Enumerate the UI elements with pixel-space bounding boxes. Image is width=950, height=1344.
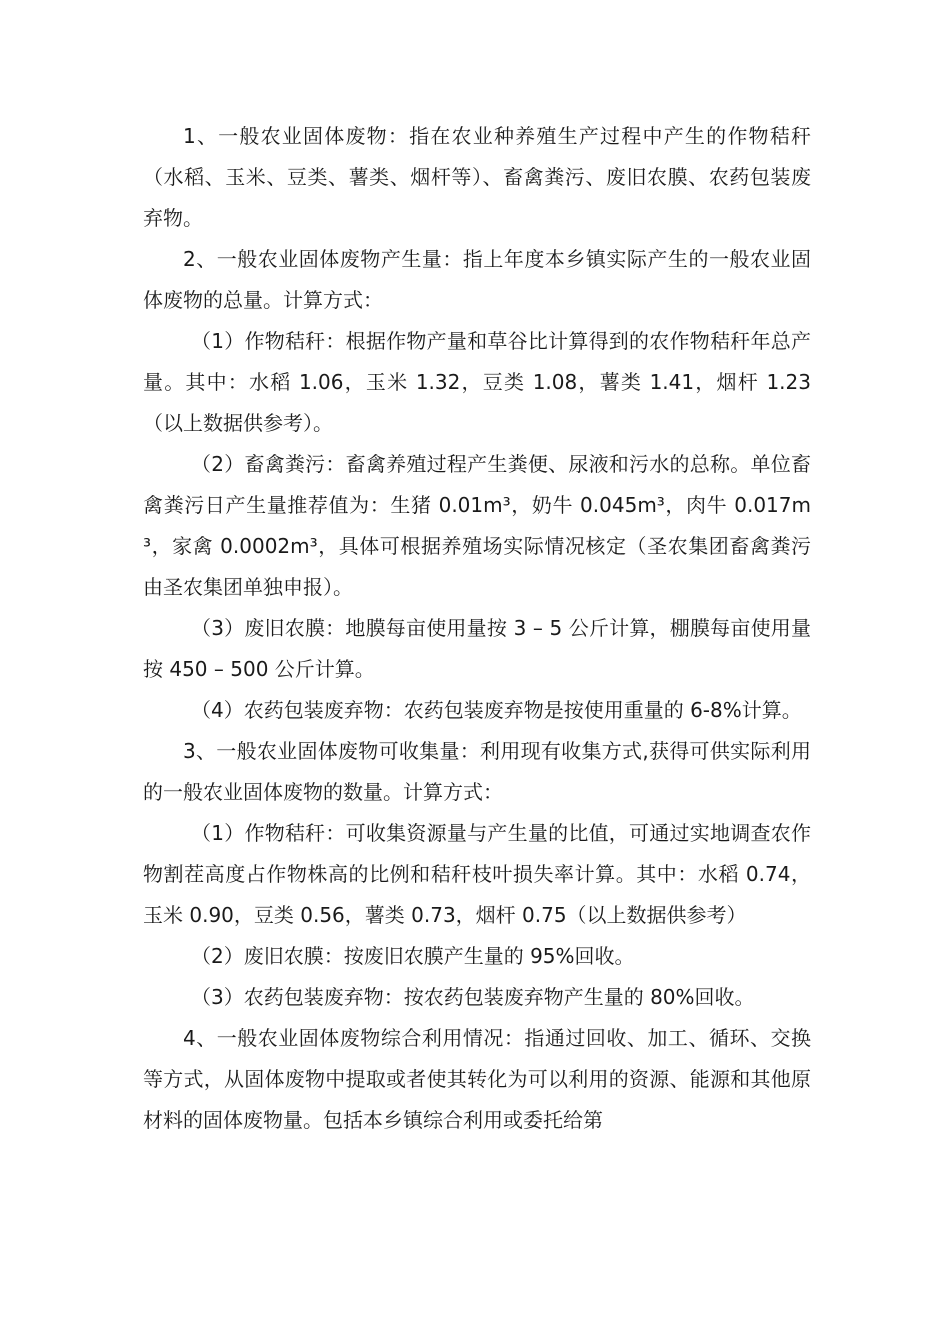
paragraph-collectable-pesticide-packaging: （3）农药包装废弃物：按农药包装废弃物产生量的 80%回收。 bbox=[191, 985, 755, 1009]
paragraph-production-pesticide-packaging: （4）农药包装废弃物：农药包装废弃物是按使用重量的 6-8%计算。 bbox=[191, 698, 802, 722]
document-body bbox=[143, 116, 811, 1141]
paragraph-collectable-film: （2）废旧农膜：按废旧农膜产生量的 95%回收。 bbox=[191, 944, 635, 968]
paragraph-production-film: （3）废旧农膜：地膜每亩使用量按 3 – 5 公斤计算，棚膜每亩使用量按 450 – 500 公斤计算。 bbox=[143, 616, 811, 681]
paragraph-definition-general-waste: 1、一般农业固体废物：指在农业种养殖生产过程中产生的作物秸秆（水稻、玉米、豆类、薯类、烟杆等）、畜禽粪污、废旧农膜、农药包装废弃物。 bbox=[143, 124, 811, 230]
paragraph-collectable-straw: （1）作物秸秆：可收集资源量与产生量的比值，可通过实地调查农作物割茬高度占作物株高的比例和秸秆枝叶损失率计算。其中：水稻 0.74，玉米 0.90，豆类 0.56，薯类 0.73，烟杆 0.75（以上数据供参考） bbox=[143, 821, 811, 927]
paragraph-collectable-amount: 3、一般农业固体废物可收集量：利用现有收集方式,获得可供实际利用的一般农业固体废物的数量。计算方式： bbox=[143, 739, 811, 804]
paragraph-production-manure: （2）畜禽粪污：畜禽养殖过程产生粪便、尿液和污水的总称。单位畜禽粪污日产生量推荐值为：生猪 0.01m³，奶牛 0.045m³，肉牛 0.017m³，家禽 0.0002m³，具体可根据养殖场实际情况核定（圣农集团畜禽粪污由圣农集团单独申报）。 bbox=[143, 452, 811, 599]
paragraph-waste-production: 2、一般农业固体废物产生量：指上年度本乡镇实际产生的一般农业固体废物的总量。计算方式： bbox=[143, 247, 811, 312]
paragraph-production-straw: （1）作物秸秆：根据作物产量和草谷比计算得到的农作物秸秆年总产量。其中：水稻 1.06，玉米 1.32，豆类 1.08，薯类 1.41，烟杆 1.23（以上数据供参考）。 bbox=[143, 329, 811, 435]
paragraph-utilization: 4、一般农业固体废物综合利用情况：指通过回收、加工、循环、交换等方式，从固体废物中提取或者使其转化为可以利用的资源、能源和其他原材料的固体废物量。包括本乡镇综合利用或委托给第 bbox=[143, 1026, 811, 1132]
